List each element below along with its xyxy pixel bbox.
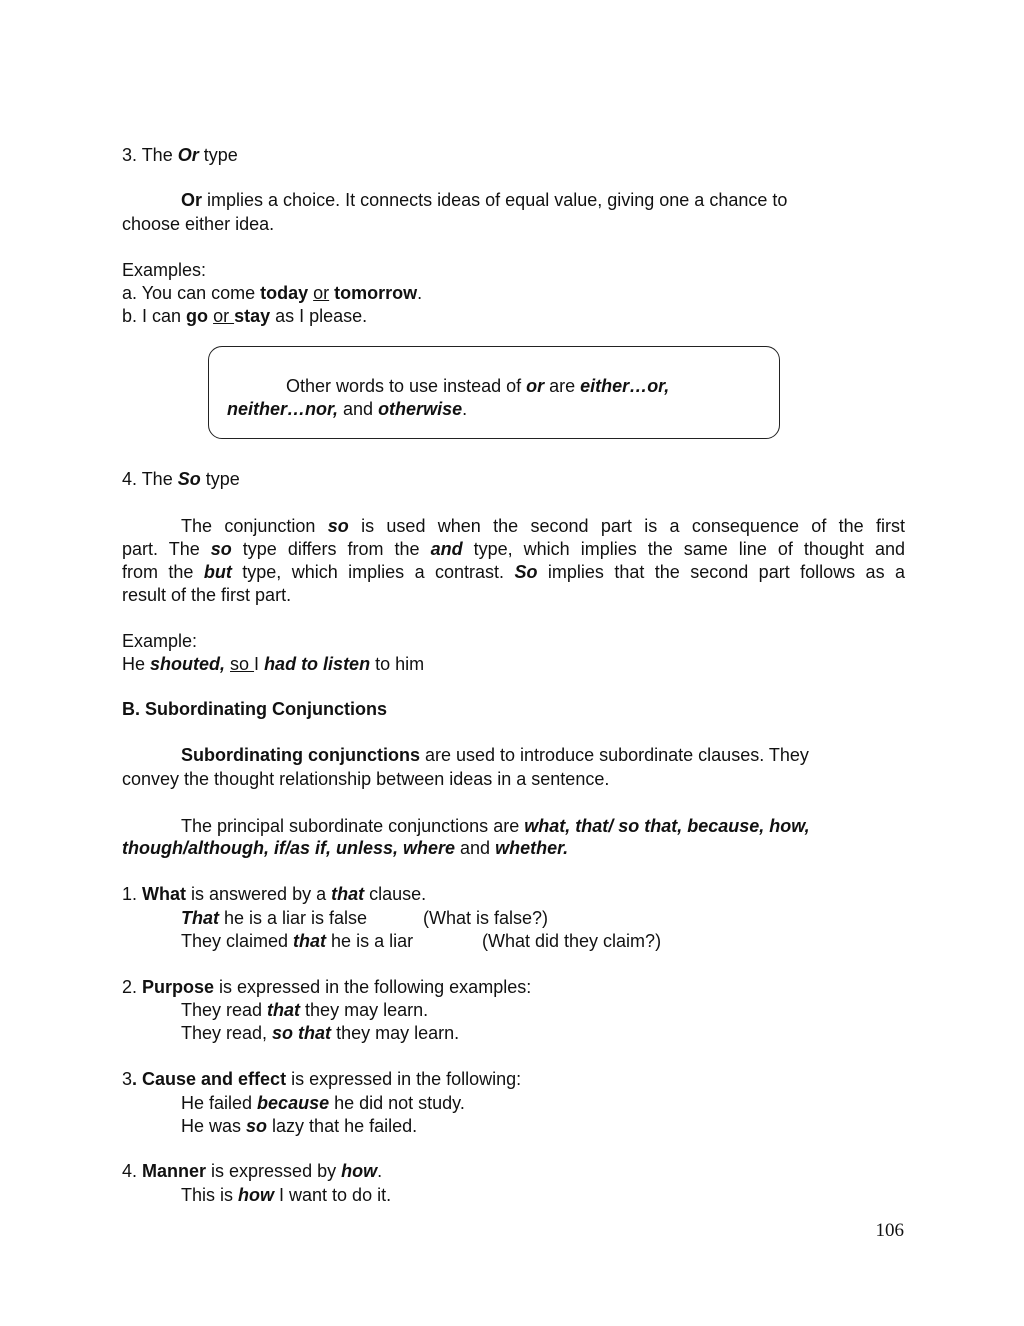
subordinating-paragraph1-line1: Subordinating conjunctions are used to introduce subordinate clauses. They xyxy=(181,745,809,765)
so-paragraph-line3: from the but type, which implies a contrast. So implies that the second part follows as a xyxy=(122,562,905,582)
example-b: b. I can go or stay as I please. xyxy=(122,306,368,326)
example-label: Example: xyxy=(122,631,198,651)
example-a: a. You can come today or tomorrow. xyxy=(122,283,423,303)
so-type-heading: 4. The So type xyxy=(122,469,240,489)
item3-example1: He failed because he did not study. xyxy=(181,1093,465,1113)
or-type-heading: 3. The Or type xyxy=(122,145,238,165)
item2-purpose: 2. Purpose is expressed in the following examples: xyxy=(122,977,532,997)
item1-example2-question: (What did they claim?) xyxy=(482,931,662,951)
item3-example2: He was so lazy that he failed. xyxy=(181,1116,418,1136)
callout-line1: Other words to use instead of or are either…or, xyxy=(286,376,670,396)
item2-example2: They read, so that they may learn. xyxy=(181,1023,460,1043)
item4-example1: This is how I want to do it. xyxy=(181,1185,392,1205)
item1-example2: They claimed that he is a liar xyxy=(181,931,414,951)
subordinating-heading: B. Subordinating Conjunctions xyxy=(122,699,387,719)
so-example: He shouted, so I had to listen to him xyxy=(122,654,425,674)
item2-example1: They read that they may learn. xyxy=(181,1000,429,1020)
subordinating-paragraph2-line1: The principal subordinate conjunctions are what, that/ so that, because, how, xyxy=(181,816,810,836)
item3-cause-effect: 3. Cause and effect is expressed in the following: xyxy=(122,1069,522,1089)
or-paragraph-line2: choose either idea. xyxy=(122,214,275,234)
subordinating-paragraph2-line2: though/although, if/as if, unless, where and whether. xyxy=(122,838,569,858)
subordinating-paragraph1-line2: convey the thought relationship between ideas in a sentence. xyxy=(122,769,610,789)
page-number: 106 xyxy=(875,1220,904,1241)
item4-manner: 4. Manner is expressed by how. xyxy=(122,1161,383,1181)
item1-what: 1. What is answered by a that clause. xyxy=(122,884,427,904)
item1-example1-question: (What is false?) xyxy=(423,908,549,928)
so-paragraph-line1: The conjunction so is used when the second part is a consequence of the first xyxy=(181,516,905,536)
item1-example1: That he is a liar is false xyxy=(181,908,368,928)
or-paragraph-line1: Or implies a choice. It connects ideas of equal value, giving one a chance to xyxy=(181,190,788,210)
so-paragraph-line4: result of the first part. xyxy=(122,585,292,605)
callout-line2: neither…nor, and otherwise. xyxy=(227,399,468,419)
so-paragraph-line2: part. The so type differs from the and type, which implies the same line of thought and xyxy=(122,539,905,559)
examples-label: Examples: xyxy=(122,260,207,280)
